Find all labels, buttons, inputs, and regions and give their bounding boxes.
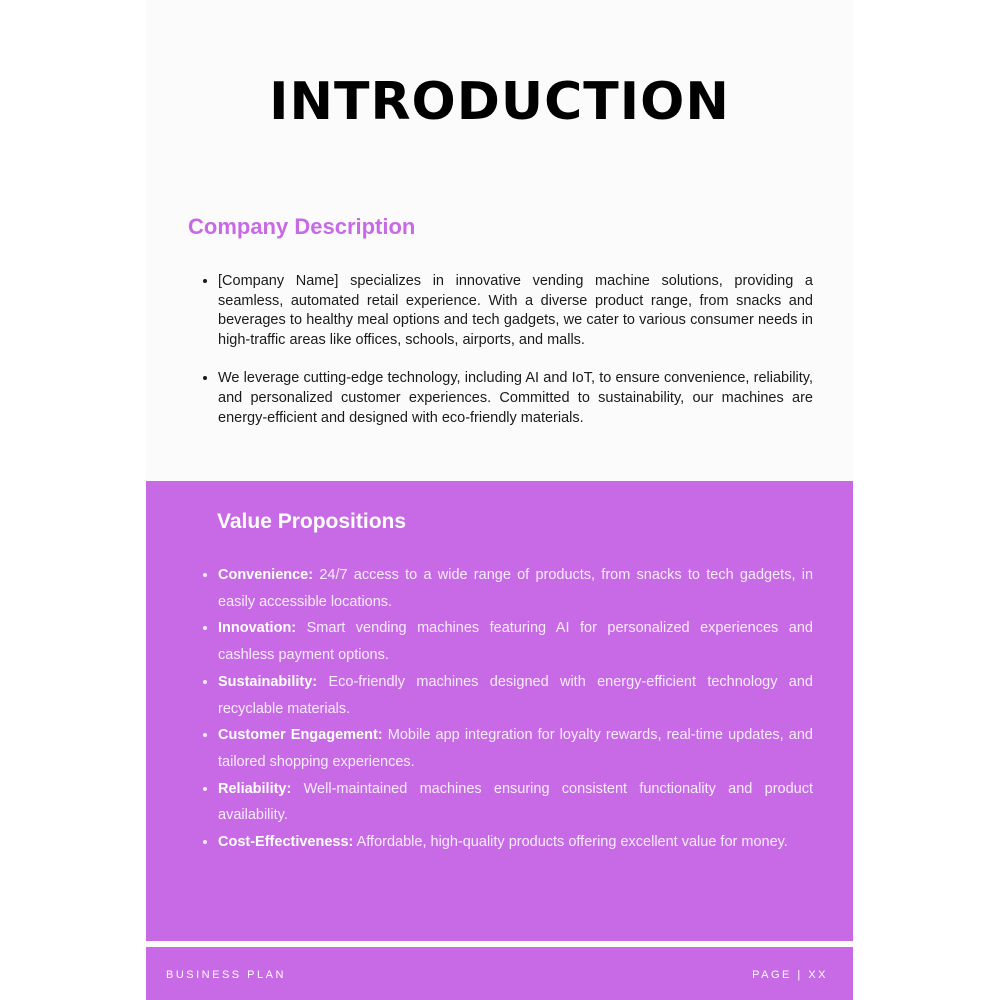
company-description-list — [200, 272, 813, 447]
page-footer — [146, 947, 853, 1000]
value-proposition-label: Innovation: — [218, 620, 297, 637]
document-page — [146, 0, 853, 1000]
value-proposition-label: Reliability: — [218, 780, 292, 797]
value-proposition-item — [218, 722, 813, 775]
value-proposition-item — [218, 615, 813, 668]
value-proposition-text: Mobile app integration for loyalty rewards, real-time updates, and tailored shopping experiences. — [218, 727, 813, 770]
value-propositions-panel — [146, 481, 853, 941]
value-proposition-text: Affordable, high-quality products offering excellent value for money. — [356, 834, 788, 851]
value-proposition-text: 24/7 access to a wide range of products, from snacks to tech gadgets, in easily accessible locations. — [218, 567, 814, 610]
value-propositions-list — [200, 562, 813, 856]
value-proposition-label: Cost-Effectiveness: — [218, 834, 354, 851]
value-proposition-label: Sustainability: — [218, 673, 318, 690]
company-description-item: • We leverage cutting-edge technology, including AI and IoT, to ensure convenience, reliability, and personalized customer experiences. Committed to sustainability, our machines are energy-efficient and designed with eco-friendly materials. — [218, 369, 813, 428]
value-proposition-label: Convenience: — [218, 567, 314, 583]
company-description-heading: Company Description — [188, 214, 416, 239]
value-proposition-label: Customer Engagement: — [218, 727, 383, 744]
footer-page-number: PAGE | XX — [752, 969, 828, 981]
value-proposition-item — [218, 829, 813, 856]
value-proposition-text: Eco-friendly machines designed with energy-efficient technology and recyclable materials. — [218, 673, 813, 717]
footer-document-label: BUSINESS PLAN — [166, 969, 286, 981]
value-proposition-text: Smart vending machines featuring AI for personalized experiences and cashless payment options. — [218, 620, 813, 664]
company-description-item: • [Company Name] specializes in innovative vending machine solutions, providing a seamless, automated retail experience. With a diverse product range, from snacks and beverages to healthy meal options and tech gadgets, we cater to various consumer needs in high-traffic areas like offices, schools, airports, and malls. — [218, 272, 813, 350]
value-proposition-item — [218, 562, 813, 615]
value-propositions-heading: Value Propositions — [217, 510, 407, 533]
value-proposition-text: Well-maintained machines ensuring consistent functionality and product availability. — [218, 780, 813, 824]
value-proposition-item — [218, 669, 813, 722]
page-title: INTRODUCTION — [269, 72, 730, 132]
value-proposition-item — [218, 776, 813, 829]
